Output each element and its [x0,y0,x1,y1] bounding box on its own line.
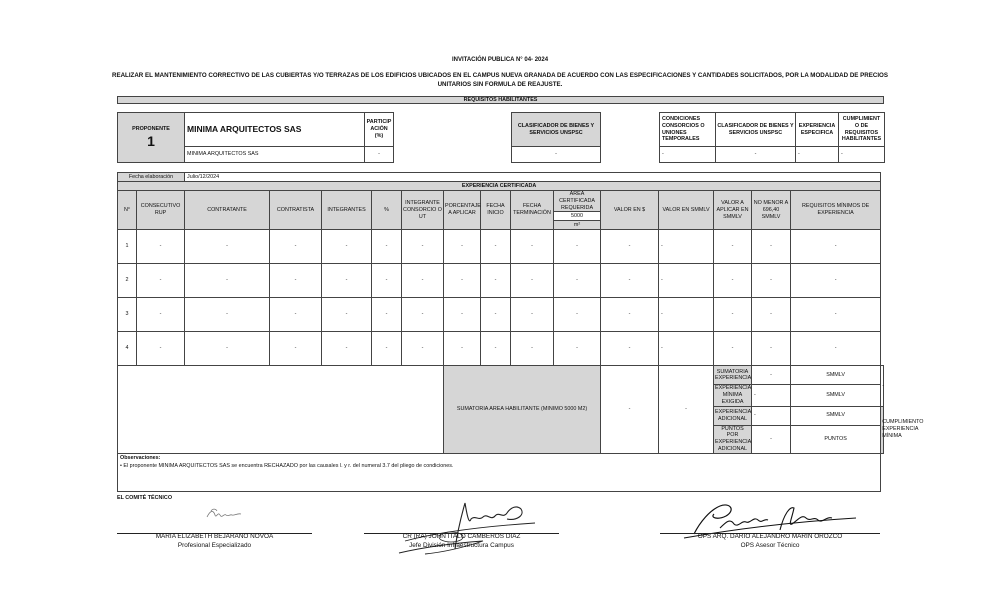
signer-3-role: OPS Asesor Técnico [740,541,800,549]
cell-valor-aplicar: - [714,230,752,264]
cell-no-menor: - [752,230,791,264]
experiencia-table [117,172,924,492]
proponente-label: PROPONENTE [132,126,170,133]
header-valor-aplicar: VALOR A APLICAR EN SMMLV [714,191,752,230]
proponente-number: 1 [147,132,155,149]
cell-requisitos: - [791,264,881,298]
adicional-unit: SMMLV [791,406,881,425]
signer-1-name: MARIA ELIZABETH BEJARANO NOVOA [155,533,274,540]
cell-area: - [554,230,601,264]
participacion-label: PARTICIP ACIÓN (%) [365,113,394,147]
puntos-value: - [752,425,791,453]
cell-consecutivo: - [137,230,185,264]
cell-terminacion: - [511,230,554,264]
consorcio-clasificador-value: - [716,147,796,163]
cell-valor-pesos: - [601,332,659,366]
sumatoria-experiencia-unit: SMMLV [791,366,881,385]
table-row [118,230,884,264]
cell-contratista: - [270,298,322,332]
condiciones-value: - [660,147,716,163]
observaciones-text: • El proponente MINIMA ARQUITECTOS SAS se encuentra RECHAZADO por las causales l. y r. del numeral 3.7 del pliego de condiciones. [120,463,454,470]
header-no-menor: NO MENOR A 696,40 SMMLV [752,191,791,230]
requisitos-summary-value: - [881,366,884,406]
cell-n: 3 [118,298,137,332]
summary-blank [118,366,444,453]
consorcios-table [659,112,885,163]
signer-2-name: CR (RA) JOHN ITALO CAMBEROS DIAZ [402,533,521,540]
header-contratista: CONTRATISTA [270,191,322,230]
cumplimiento-value: - [839,147,885,163]
header-valor-pesos: VALOR EN $ [601,191,659,230]
cumplimiento-minima-label: CUMPLIMIENTO EXPERIENCIA MÍNIMA [881,406,884,453]
table-row [118,298,884,332]
cell-integrantes: - [322,332,372,366]
cell-contratante: - [185,230,270,264]
minima-exigida-label: EXPERIENCIA MÍNIMA EXIGIDA [715,385,752,405]
sumatoria-experiencia-label: SUMATORIA EXPERIENCIA [714,366,752,385]
adicional-label: EXPERIENCIA ADICIONAL [714,406,752,425]
cell-valor-smmlv: - [659,332,714,366]
puntos-unit: PUNTOS [791,425,881,453]
cell-pct: - [372,230,402,264]
cell-inicio: - [481,230,511,264]
header-area-unit: m² [554,221,601,230]
header-integrantes: INTEGRANTES [322,191,372,230]
observaciones-cell [118,453,881,491]
cell-valor-aplicar: - [714,298,752,332]
cell-area: - [554,264,601,298]
clasificador-label: CLASIFICADOR DE BIENES Y SERVICIOS UNSPSC [512,113,601,147]
cell-consecutivo: - [137,264,185,298]
signer-2-role: Jefe División Infraestructura Campus [409,541,514,549]
clasificador-table [511,112,601,163]
cell-valor-smmlv: - [659,230,714,264]
puntos-label: PUNTOS POR EXPERIENCIA ADICIONAL [715,425,752,452]
section-bar-requisitos: REQUISITOS HABILITANTES [117,96,884,104]
sumatoria-area-value: - [601,366,659,453]
cell-consecutivo: - [137,298,185,332]
cell-pct: - [372,298,402,332]
cell-integrante: - [402,264,444,298]
cell-porcentaje: - [444,298,481,332]
proponente-name: MINIMA ARQUITECTOS SAS [185,113,365,147]
cell-porcentaje: - [444,332,481,366]
cell-requisitos: - [791,230,881,264]
cell-pct: - [372,264,402,298]
proponente-name-small: MINIMA ARQUITECTOS SAS [185,147,365,163]
cell-no-menor: - [752,298,791,332]
cell-integrante: - [402,332,444,366]
proponente-table [117,112,394,163]
sumatoria-experiencia-value: - [752,366,791,385]
minima-exigida-value: - [752,385,791,406]
cell-contratante: - [185,298,270,332]
header-fecha-inicio: FECHA INICIO [481,191,511,230]
header-fecha-terminacion: FECHA TERMINACIÓN [511,191,554,230]
header-area: ÁREA CERTIFICADA REQUERIDA [554,191,601,212]
cell-n: 2 [118,264,137,298]
signature-1-block [117,533,312,550]
cell-contratante: - [185,332,270,366]
fecha-elaboracion-value: Julio/12/2024 [185,173,881,182]
cell-valor-pesos: - [601,230,659,264]
cell-contratista: - [270,230,322,264]
header-contratante: CONTRATANTE [185,191,270,230]
experiencia-certificada-title: EXPERIENCIA CERTIFICADA [118,182,881,191]
consorcio-clasificador-label: CLASIFICADOR DE BIENES Y SERVICIOS UNSPSC [716,113,796,147]
cell-contratista: - [270,332,322,366]
signer-3-name: OPS ARQ. DARIO ALEJANDRO MARIN OROZCO [697,533,843,540]
participacion-value: - [365,147,394,163]
cell-consecutivo: - [137,332,185,366]
cell-n: 1 [118,230,137,264]
cell-valor-smmlv: - [659,264,714,298]
cell-pct: - [372,332,402,366]
comite-title: EL COMITÉ TÉCNICO [117,495,173,501]
header-requisitos: REQUISITOS MÍNIMOS DE EXPERIENCIA [791,191,881,230]
sumatoria-area-label: SUMATORIA AREA HABILITANTE (MINIMO 5000 M2) [444,366,601,453]
cell-no-menor: - [752,332,791,366]
observaciones-title: Observaciones: [120,454,161,461]
cell-area: - [554,332,601,366]
cell-porcentaje: - [444,230,481,264]
cell-valor-pesos: - [601,298,659,332]
table-row [118,264,884,298]
signature-1-image [205,503,245,525]
sumatoria-valor-pesos: - [659,366,714,453]
cell-valor-aplicar: - [714,332,752,366]
document-subtitle: REALIZAR EL MANTENIMIENTO CORRECTIVO DE LAS CUBIERTAS Y/O TERRAZAS DE LOS EDIFICIOS UBICADOS EN EL CAMPUS NUEVA GRANADA DE ACUERDO CON LAS ESPECIFICACIONES Y CANTIDADES SOLICITADOS, POR LA MODALIDAD DE PRECIOS UNITARIOS SIN FORMULA DE REAJUSTE. [111,72,888,88]
cell-contratista: - [270,264,322,298]
cell-terminacion: - [511,264,554,298]
cell-integrantes: - [322,264,372,298]
header-n: N° [118,191,137,230]
clasificador-value: - [512,147,601,163]
cell-no-menor: - [752,264,791,298]
cell-inicio: - [481,298,511,332]
adicional-value: - [752,406,791,425]
header-integrante-consorcio: INTEGRANTE CONSORCIO O UT [402,191,444,230]
cell-contratante: - [185,264,270,298]
experiencia-especifica-label: EXPERIENCIA ESPECIFICA [796,113,839,147]
cell-integrantes: - [322,298,372,332]
cell-inicio: - [481,264,511,298]
signer-1-role: Profesional Especializado [177,541,252,549]
cell-integrante: - [402,230,444,264]
cell-valor-pesos: - [601,264,659,298]
cell-inicio: - [481,332,511,366]
signature-3-block [660,533,880,550]
minima-exigida-unit: SMMLV [791,385,881,406]
cell-valor-smmlv: - [659,298,714,332]
document-title: INVITACIÓN PUBLICA N° 04- 2024 [451,57,549,63]
condiciones-label: CONDICIONES CONSORCIOS O UNIONES TEMPORALES [660,113,716,147]
table-row [118,332,884,366]
header-consecutivo: CONSECUTIVO RUP [137,191,185,230]
header-pct: % [372,191,402,230]
cumplimiento-label: CUMPLIMIENT O DE REQUISITOS HABILITANTES [839,113,885,147]
cell-integrantes: - [322,230,372,264]
cell-porcentaje: - [444,264,481,298]
cell-n: 4 [118,332,137,366]
cell-terminacion: - [511,332,554,366]
header-valor-smmlv: VALOR EN SMMLV [659,191,714,230]
proponente-cell [118,113,185,163]
cell-area: - [554,298,601,332]
fecha-elaboracion-label: Fecha elaboración [118,173,185,182]
experiencia-especifica-value: - [796,147,839,163]
header-porcentaje: PORCENTAJE A APLICAR [444,191,481,230]
header-area-value: 5000 [554,212,601,221]
cell-valor-aplicar: - [714,264,752,298]
cell-requisitos: - [791,332,881,366]
cell-requisitos: - [791,298,881,332]
cell-terminacion: - [511,298,554,332]
cell-integrante: - [402,298,444,332]
signature-2-block [364,533,559,550]
